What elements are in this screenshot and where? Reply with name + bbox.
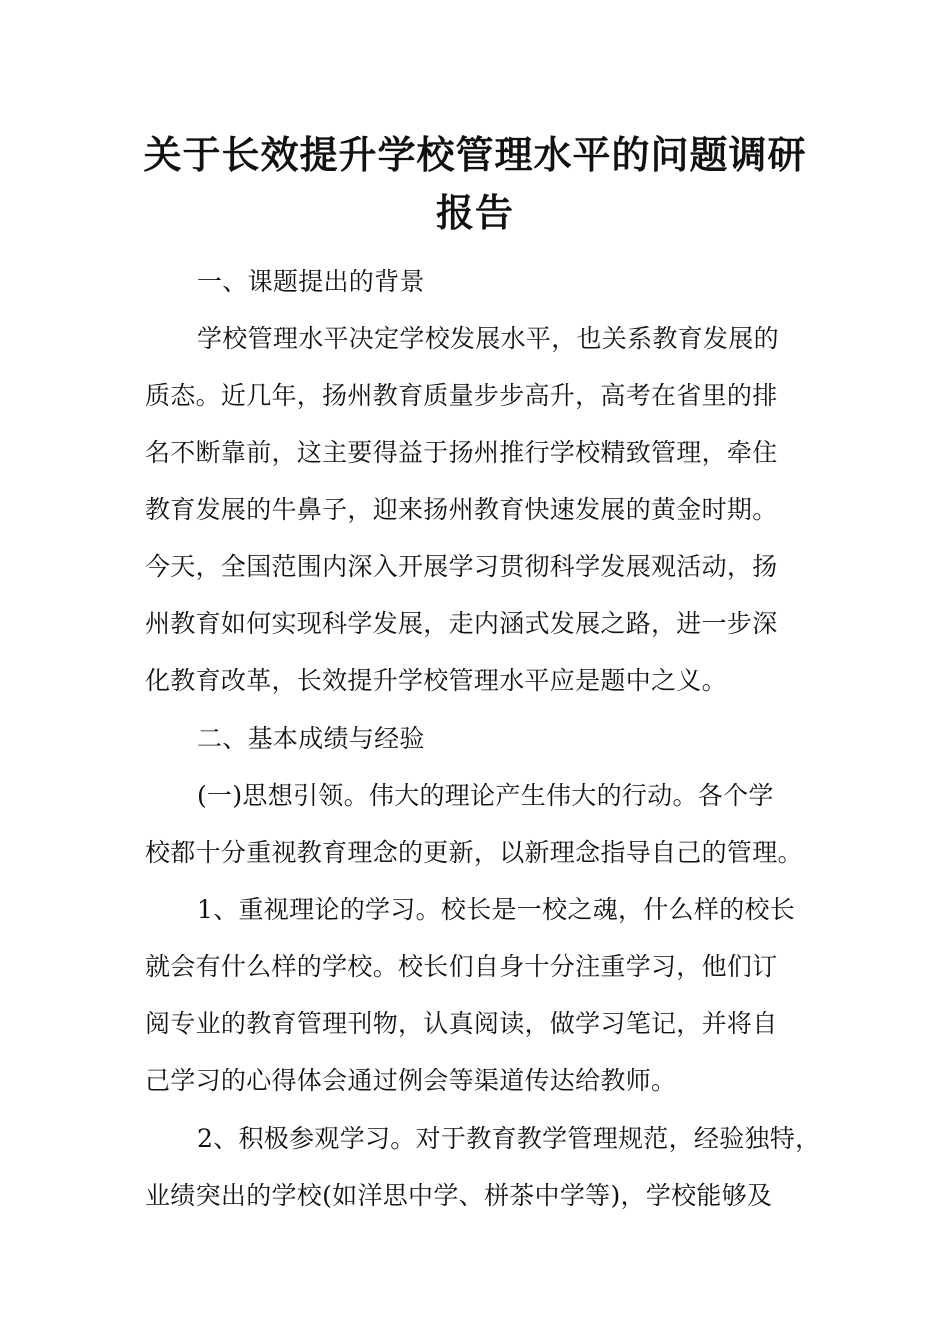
paragraph-line: 名不断靠前，这主要得益于扬州推行学校精致管理，牵住: [145, 438, 778, 467]
paragraph-line: 2、积极参观学习。对于教育教学管理规范，经验独特，: [197, 1124, 821, 1153]
paragraph-line: 1、重视理论的学习。校长是一校之魂，什么样的校长: [197, 895, 796, 924]
section-heading-background: 一、课题提出的背景: [197, 267, 425, 296]
paragraph-line: 校都十分重视教育理念的更新，以新理念指导自己的管理。: [145, 838, 803, 867]
section-heading-achievements: 二、基本成绩与经验: [197, 724, 425, 753]
paragraph-line: 化教育改革，长效提升学校管理水平应是题中之义。: [145, 666, 727, 695]
paragraph-line: 学校管理水平决定学校发展水平，也关系教育发展的: [197, 324, 779, 353]
document-title-line-1: 关于长效提升学校管理水平的问题调研: [143, 132, 807, 177]
paragraph-line: 己学习的心得体会通过例会等渠道传达给教师。: [145, 1066, 677, 1095]
paragraph-line: 教育发展的牛鼻子，迎来扬州教育快速发展的黄金时期。: [145, 495, 778, 524]
paragraph-line: 就会有什么样的学校。校长们自身十分注重学习，他们订: [145, 952, 778, 981]
paragraph-line: 今天，全国范围内深入开展学习贯彻科学发展观活动，扬: [145, 552, 778, 581]
paragraph-line: 质态。近几年，扬州教育质量步步高升，高考在省里的排: [145, 381, 778, 410]
paragraph-line: 业绩突出的学校(如洋思中学、栟茶中学等)，学校能够及: [145, 1181, 773, 1210]
paragraph-line: 州教育如何实现科学发展，走内涵式发展之路，进一步深: [145, 609, 778, 638]
paragraph-line: (一)思想引领。伟大的理论产生伟大的行动。各个学: [197, 781, 774, 810]
paragraph-line: 阅专业的教育管理刊物，认真阅读，做学习笔记，并将自: [145, 1009, 778, 1038]
document-title-line-2: 报告: [435, 190, 514, 235]
